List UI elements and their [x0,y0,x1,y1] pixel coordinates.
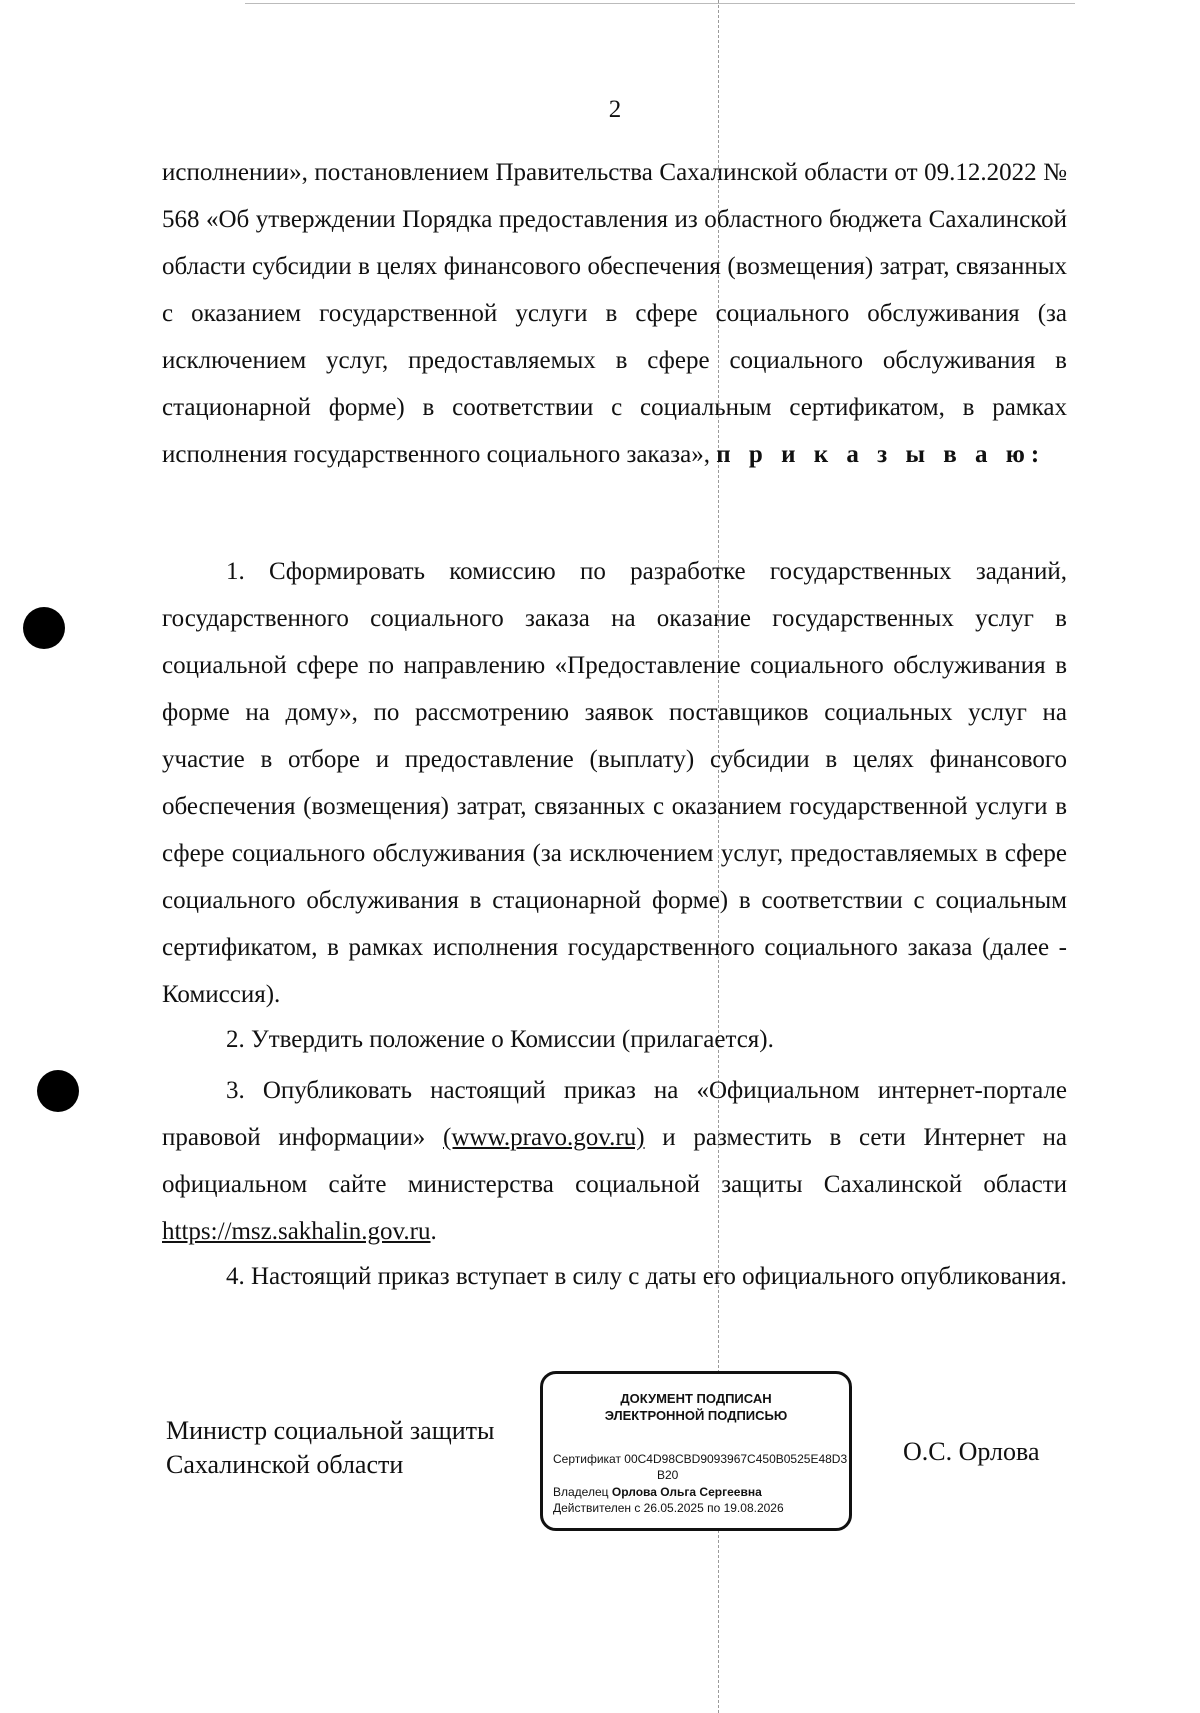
stamp-validity: Действителен с 26.05.2025 по 19.08.2026 [553,1501,784,1515]
stamp-owner [553,1485,762,1499]
pravo-link[interactable]: (www.pravo.gov.ru) [443,1124,645,1151]
clause-1-text: 1. Сформировать комиссию по разработке государственных заданий, государственного социального заказа на оказание государственных услуг в социальной сфере по направлению «Предоставление социального обслуживания в форме на дому», по рассмотрению заявок поставщиков социальных услуг на участие в отборе и предоставление (выплату) субсидии в целях финансового обеспечения (возмещения) затрат, связанных с оказанием государственной услуги в сфере социального обслуживания (за исключением услуг, предоставляемых в сфере социального обслуживания в стационарной форме) в соответствии с социальным сертификатом, в рамках исполнения государственного социального заказа (далее - Комиссия). [162,558,1067,1008]
clause-4 [162,1253,1067,1300]
stamp-owner-label: Владелец [553,1485,609,1499]
stamp-owner-value: Орлова Ольга Сергеевна [611,1485,762,1499]
signer-title-line2: Сахалинской области [166,1450,404,1479]
clause-3-end: . [430,1218,437,1245]
clause-3-text: 3. Опубликовать настоящий приказ на «Официальном интернет-портале правовой информации» [162,1077,1067,1151]
stamp-certificate-label: Сертификат [553,1452,621,1466]
signer-name: О.С. Орлова [903,1437,1040,1466]
punch-hole [23,607,65,649]
stamp-certificate [553,1452,847,1466]
signer-title [166,1414,494,1482]
stamp-heading [543,1390,849,1424]
e-signature-stamp [540,1371,852,1531]
punch-hole [37,1070,79,1112]
preamble-text: исполнении», постановлением Правительства Сахалинской области от 09.12.2022 № 568 «Об утверждении Порядка предоставления из областного бюджета Сахалинской области субсидии в целях финансового обеспечения (возмещения) затрат, связанных с оказанием государственной услуги в сфере социального обслуживания (за исключением услуг, предоставляемых в сфере социального обслуживания в стационарной форме) в соответствии с социальным сертификатом, в рамках исполнения государственного социального заказа», [162,159,1067,468]
clause-4-text: 4. Настоящий приказ вступает в силу с даты его официального опубликования. [226,1263,1067,1290]
clause-1 [162,548,1067,1018]
clause-3 [162,1067,1067,1255]
order-keyword: п р и к а з ы в а ю: [716,441,1046,468]
msz-link[interactable]: https://msz.sakhalin.gov.ru [162,1218,431,1245]
signer-title-line1: Министр социальной защиты [166,1416,495,1445]
stamp-heading-line2: ЭЛЕКТРОННОЙ ПОДПИСЬЮ [604,1408,788,1423]
stamp-heading-line1: ДОКУМЕНТ ПОДПИСАН [620,1391,772,1406]
page-number: 2 [608,96,622,123]
stamp-certificate-tail: B20 [657,1468,679,1482]
top-edge-rule [245,3,1075,4]
clause-3-text-cont: и разместить в сети Интернет на официальном сайте министерства социальной защиты Сахалинской области [162,1124,1068,1198]
preamble-paragraph [162,149,1067,478]
stamp-certificate-value: 00C4D98CBD9093967C450B0525E48D3 [624,1452,848,1466]
clause-2-text: 2. Утвердить положение о Комиссии (прилагается). [226,1026,774,1053]
clause-2 [162,1016,1067,1063]
